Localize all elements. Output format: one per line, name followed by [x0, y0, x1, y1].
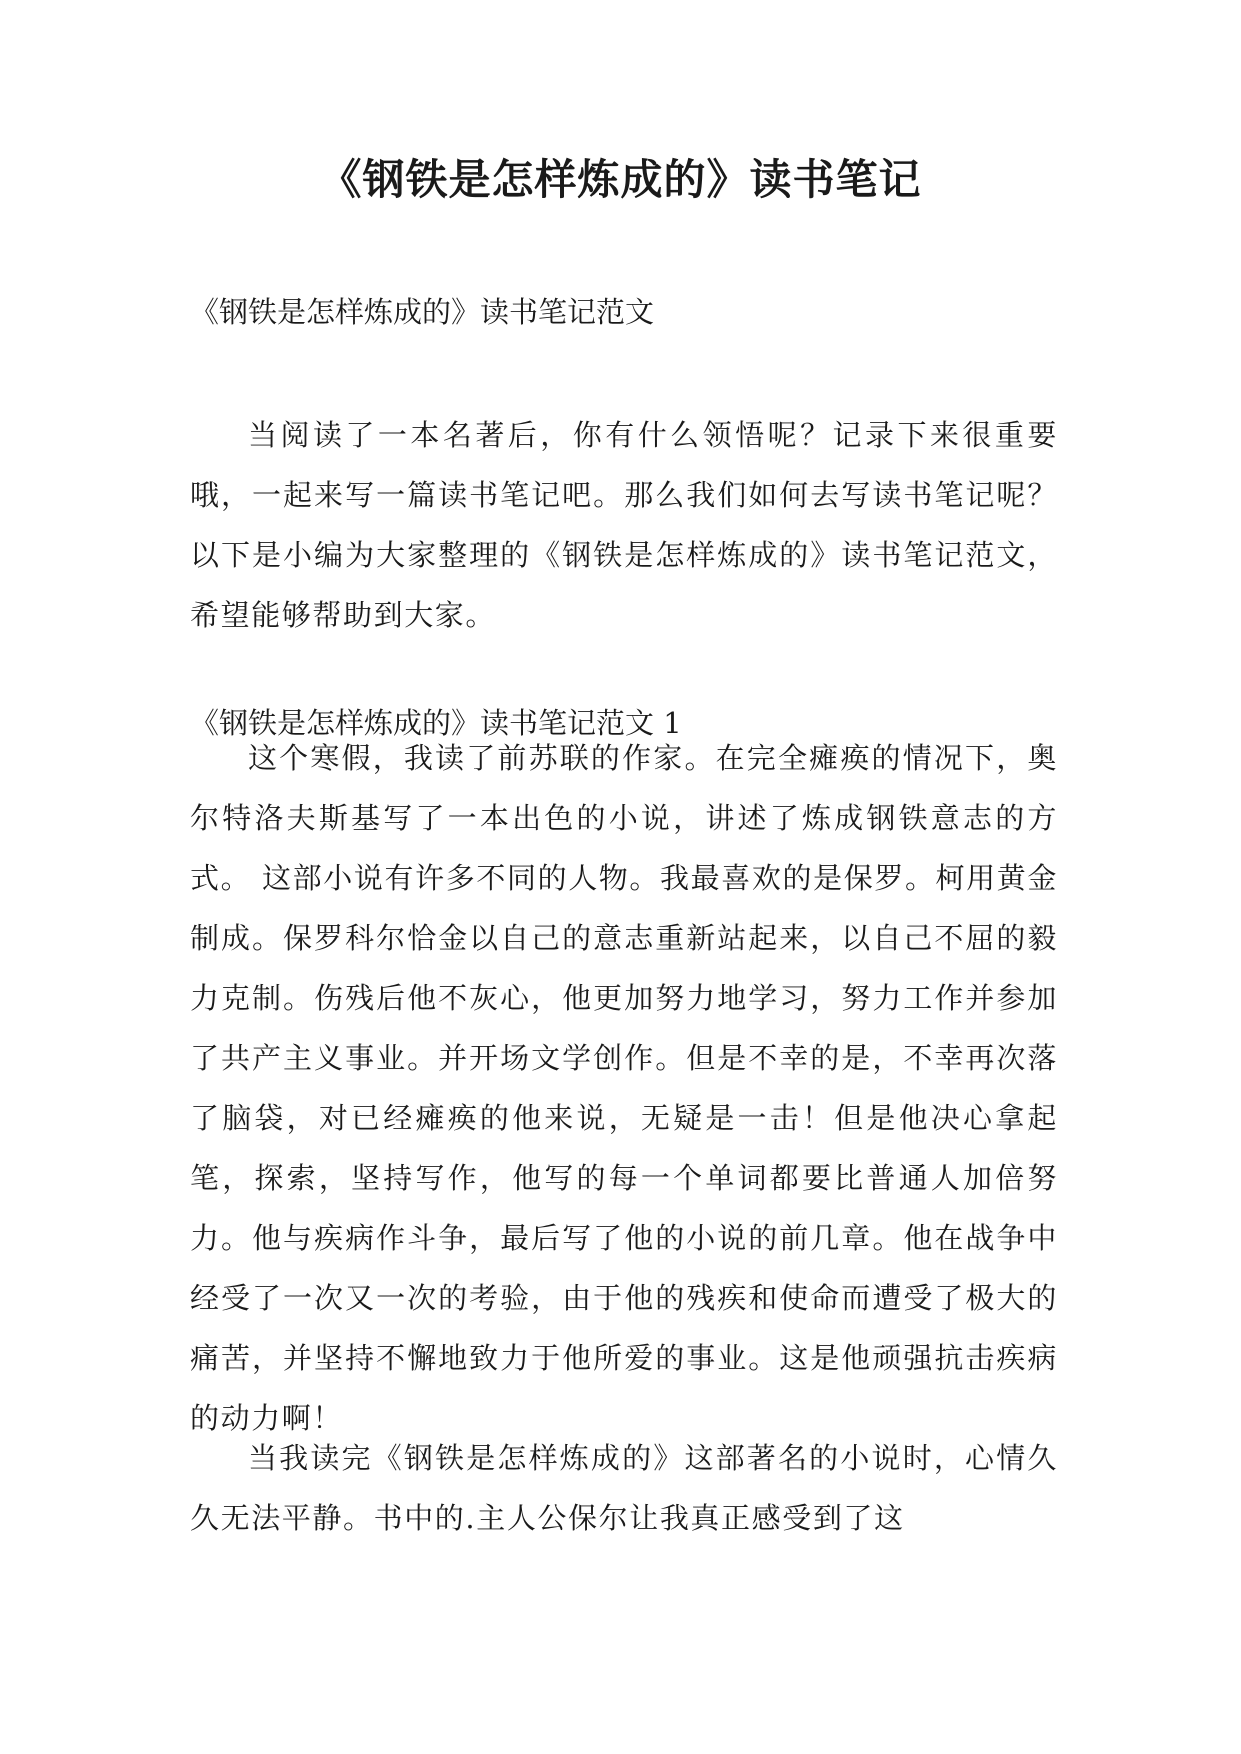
document-title: 《钢铁是怎样炼成的》读书笔记 — [319, 155, 922, 204]
intro-paragraph: 当阅读了一本名著后，你有什么领悟呢？记录下来很重要哦，一起来写一篇读书笔记吧。那么我们如何去写读书笔记呢？以下是小编为大家整理的《钢铁是怎样炼成的》读书笔记范文，希望能够帮助到大家。 — [190, 418, 1058, 632]
body-paragraph-2: 当我读完《钢铁是怎样炼成的》这部著名的小说时，心情久久无法平静。书中的.主人公保尔让我真正感受到了这 — [190, 1441, 1058, 1535]
body-paragraph-1: 这个寒假，我读了前苏联的作家。在完全瘫痪的情况下，奥尔特洛夫斯基写了一本出色的小说，讲述了炼成钢铁意志的方式。 这部小说有许多不同的人物。我最喜欢的是保罗。柯用黄金制成。保罗科尔恰金以自己的意志重新站起来，以自己不屈的毅力克制。伤残后他不灰心，他更加努力地学习，努力工作并参加了共产主义事业。并开场文学创作。但是不幸的是，不幸再次落了脑袋，对已经瘫痪的他来说，无疑是一击！但是他决心拿起笔，探索，坚持写作，他写的每一个单词都要比普通人加倍努力。他与疾病作斗争，最后写了他的小说的前几章。他在战争中经受了一次又一次的考验，由于他的残疾和使命而遭受了极大的痛苦，并坚持不懈地致力于他所爱的事业。这是他顽强抗击疾病的动力啊！ — [190, 741, 1058, 1435]
section-heading: 《钢铁是怎样炼成的》读书笔记范文 1 — [190, 706, 682, 740]
document-subtitle: 《钢铁是怎样炼成的》读书笔记范文 — [190, 295, 655, 329]
